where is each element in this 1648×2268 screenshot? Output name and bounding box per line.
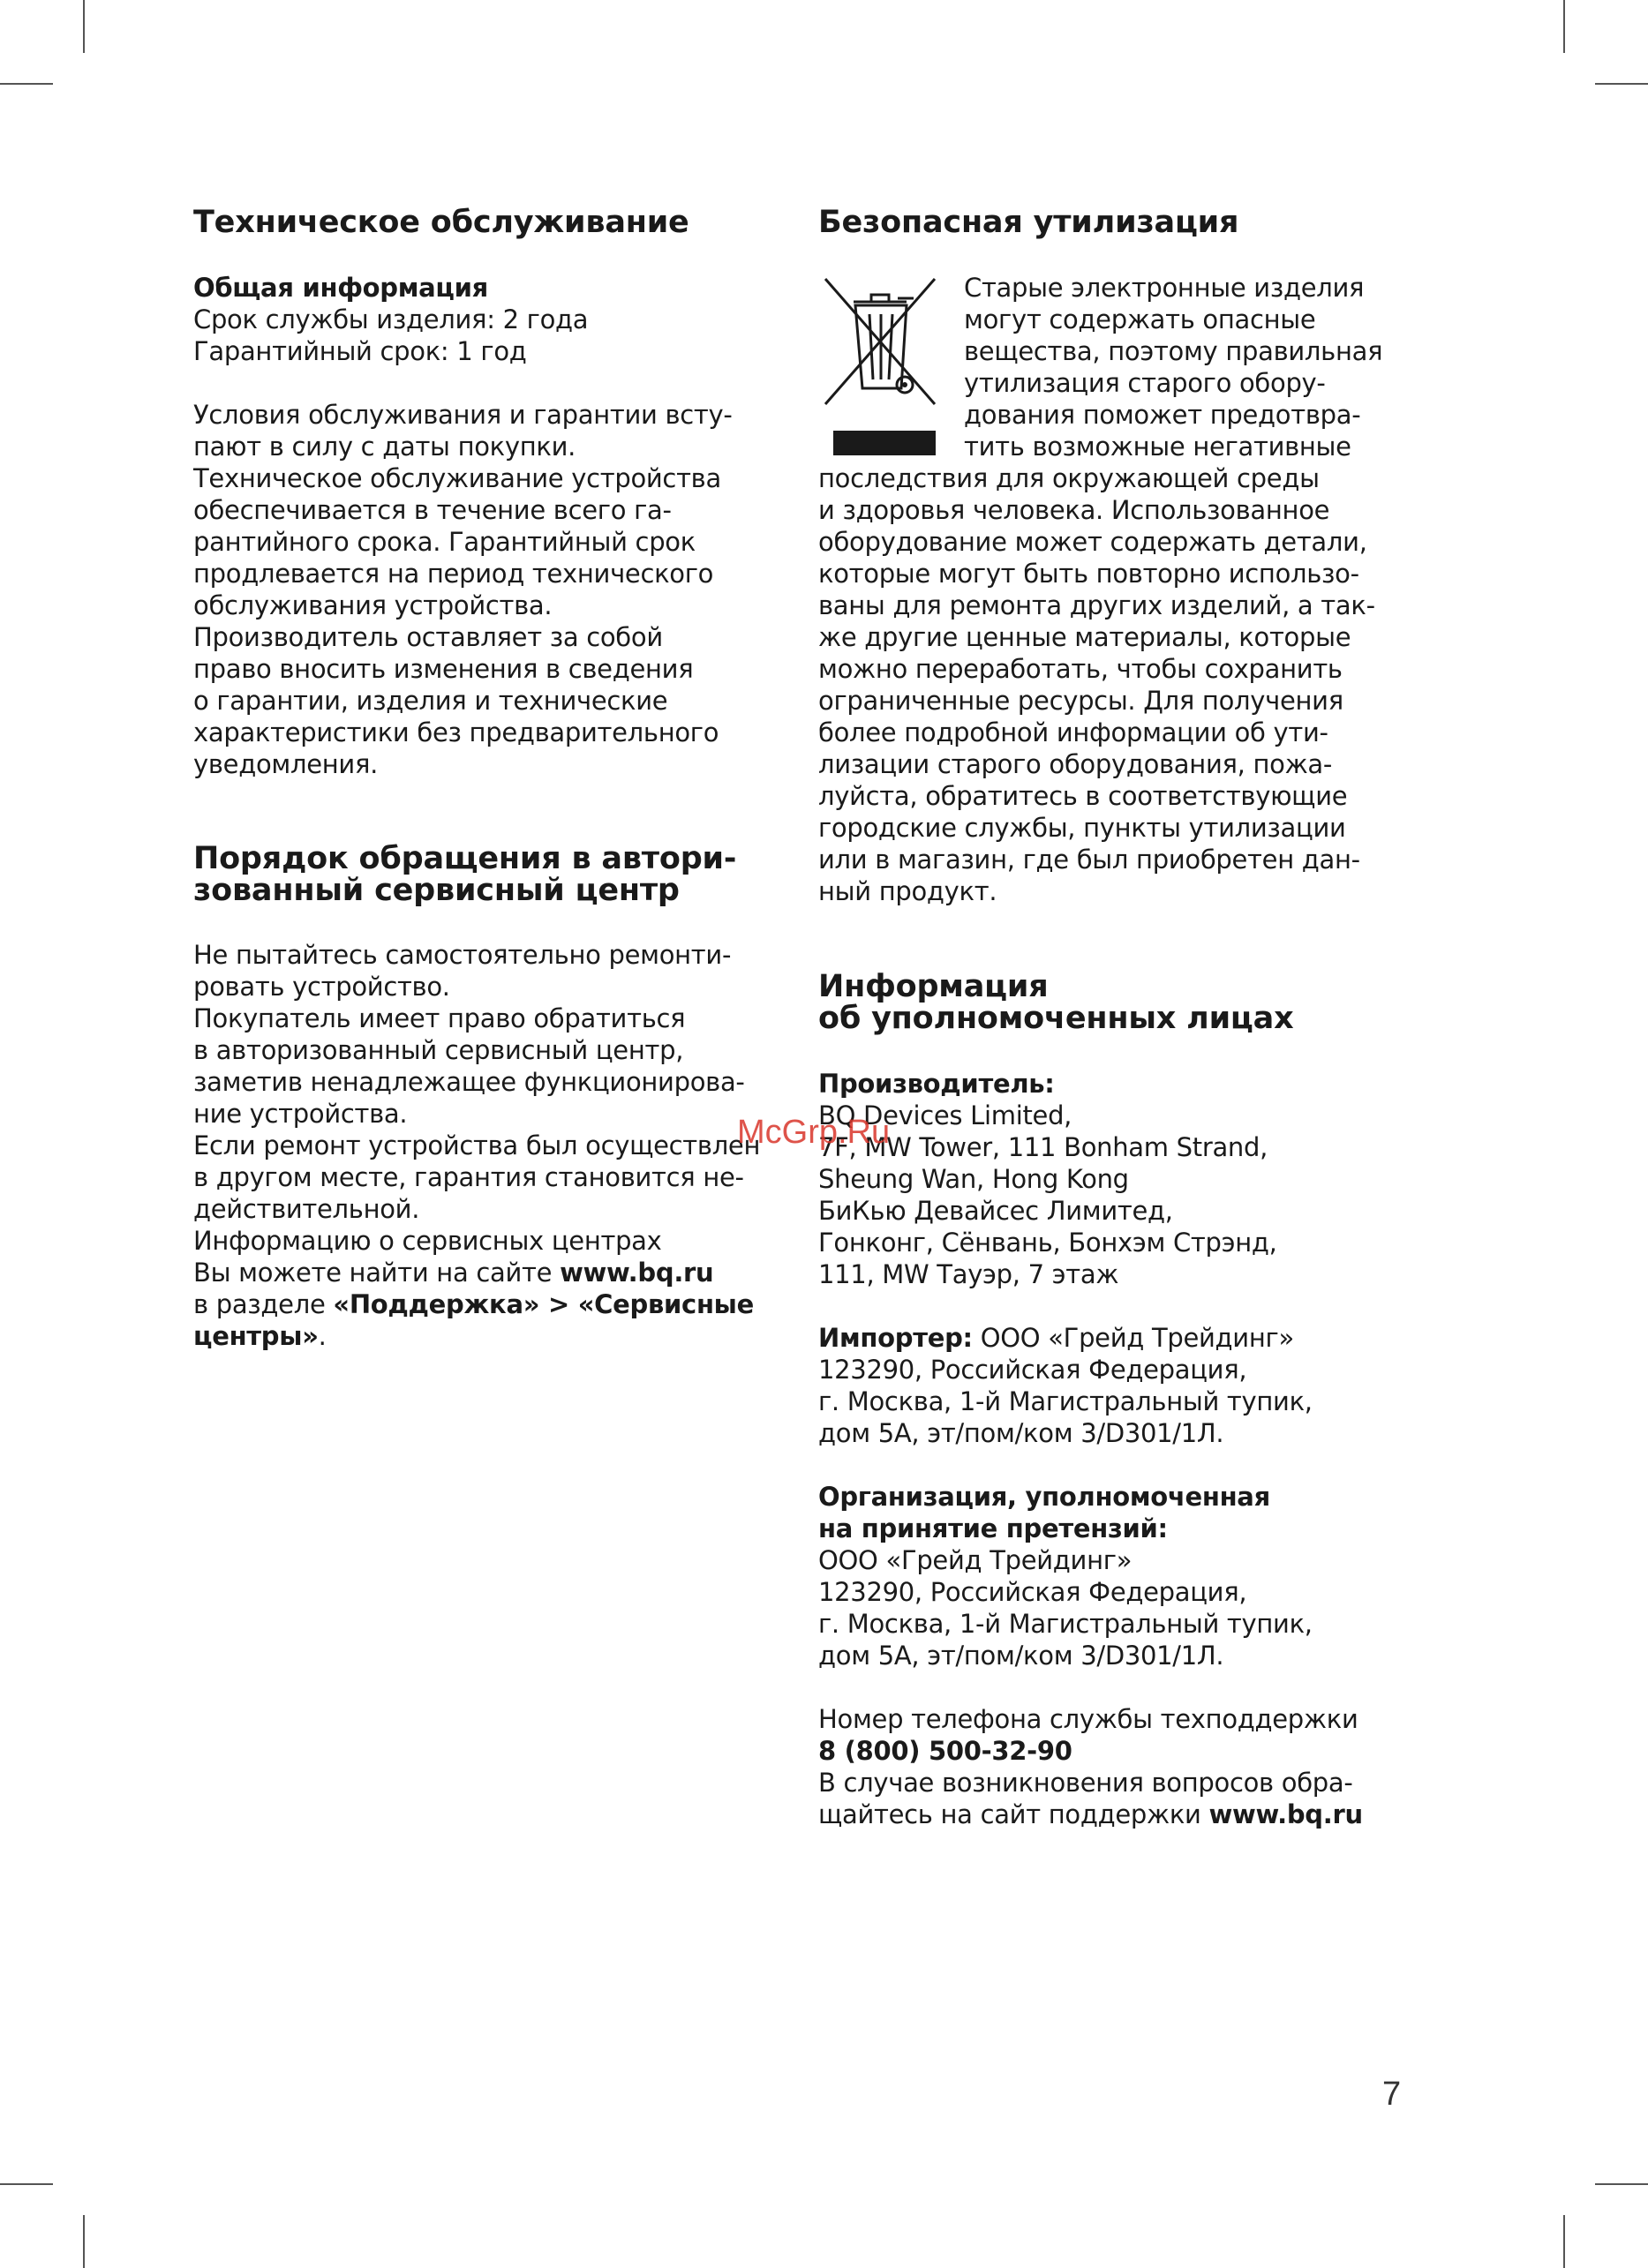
importer-address: 123290, Российская Федерация, г. Москва, 1-й Магистральный тупик, дом 5А, эт/пом/ком 3/D301/1Л. bbox=[818, 1355, 1313, 1448]
authorized-info-title-line1: Информация bbox=[818, 969, 1049, 1004]
service-section-end: . bbox=[318, 1321, 327, 1351]
service-site-line bbox=[193, 1257, 713, 1288]
support-prefix: щайтесь на сайт поддержки bbox=[818, 1799, 1209, 1829]
crop-mark bbox=[1595, 2183, 1648, 2185]
importer-line bbox=[818, 1322, 1294, 1354]
service-life-text: Срок службы изделия: 2 года Гарантийный срок: 1 год bbox=[193, 304, 589, 366]
service-center-title-line2: зованный сервисный центр bbox=[193, 873, 680, 908]
service-section-line2 bbox=[193, 1320, 327, 1352]
service-section-path-1: «Поддержка» > «Сервисные bbox=[333, 1289, 754, 1319]
service-center-title-line1: Порядок обращения в автори- bbox=[193, 841, 737, 876]
warranty-conditions-text: Условия обслуживания и гарантии всту- пают в силу с даты покупки. Техническое обслуживание устройства обеспечивается в течение всего га- рантийного срока. Гарантийный срок продлевается на период технического обслуживания устройства. Производитель оставляет за собой право вносить изменения в сведения о гарантии, изделия и технические характеристики без предварительного уведомления. bbox=[193, 400, 733, 779]
service-site-link[interactable]: www.bq.ru bbox=[560, 1258, 714, 1288]
crop-mark bbox=[1563, 0, 1565, 53]
disposal-text: последствия для окружающей среды и здоровья человека. Использованное оборудование может содержать детали, которые могут быть повторно использо- ваны для ремонта других изделий, а так- же другие ценные материалы, которые можно переработать, чтобы сохранить ограниченные ресурсы. Для получения более подробной информации об ути- лизации старого оборудования, пожа- луйста, обратитесь в соответствующие городские службы, пункты утилизации или в магазин, где был приобретен дан- ный продукт. bbox=[818, 463, 1375, 906]
org-label-line1: Организация, уполномоченная bbox=[818, 1482, 1270, 1512]
crop-mark bbox=[83, 0, 85, 53]
authorized-info-title-line2: об уполномоченных лицах bbox=[818, 1001, 1294, 1036]
disposal-title: Безопасная утилизация bbox=[818, 205, 1239, 240]
importer-label: Импортер: bbox=[818, 1323, 973, 1353]
support-line1: В случае возникновения вопросов обра- bbox=[818, 1768, 1353, 1798]
support-phone: 8 (800) 500-32-90 bbox=[818, 1736, 1072, 1766]
org-label-line2: на принятие претензий: bbox=[818, 1513, 1168, 1543]
importer-name: ООО «Грейд Трейдинг» bbox=[972, 1323, 1294, 1353]
watermark: McGrp.Ru bbox=[737, 1114, 891, 1151]
general-info-heading: Общая информация bbox=[193, 273, 488, 303]
manufacturer-label: Производитель: bbox=[818, 1069, 1055, 1099]
support-line2 bbox=[818, 1799, 1363, 1830]
service-section-path-2: центры» bbox=[193, 1321, 319, 1351]
crop-mark bbox=[1563, 2215, 1565, 2268]
manufacturer-text: BQ Devices Limited, 7F, MW Tower, 111 Bonham Strand, Sheung Wan, Hong Kong БиКью Девайсес Лимитед, Гонконг, Сёнвань, Бонхэм Стрэнд, 111, MW Тауэр, 7 этаж bbox=[818, 1100, 1277, 1289]
org-text: ООО «Грейд Трейдинг» 123290, Российская Федерация, г. Москва, 1-й Магистральный тупик, дом 5А, эт/пом/ком 3/D301/1Л. bbox=[818, 1545, 1313, 1671]
service-center-text: Не пытайтесь самостоятельно ремонти- ровать устройство. Покупатель имеет право обратиться в авторизованный сервисный центр, заметив ненадлежащее функционирова- ние устройства. Если ремонт устройства был осуществлен в другом месте, гарантия становится не- действительной. Информацию о сервисных центрах bbox=[193, 940, 761, 1256]
page-number: 7 bbox=[1382, 2076, 1402, 2113]
service-section-line bbox=[193, 1288, 754, 1320]
phone-label: Номер телефона службы техподдержки bbox=[818, 1704, 1358, 1734]
crop-mark bbox=[83, 2215, 85, 2268]
crop-mark bbox=[0, 2183, 53, 2185]
service-section-prefix: в разделе bbox=[193, 1289, 334, 1319]
service-site-prefix: Вы можете найти на сайте bbox=[193, 1258, 561, 1288]
disposal-wrapped-text: Старые электронные изделия могут содержать опасные вещества, поэтому правильная утилизация старого обору- дования поможет предотвра- тить возможные негативные bbox=[964, 273, 1383, 462]
maintenance-title: Техническое обслуживание bbox=[193, 205, 689, 240]
crop-mark bbox=[1595, 83, 1648, 85]
crop-mark bbox=[0, 83, 53, 85]
support-site-link[interactable]: www.bq.ru bbox=[1208, 1799, 1363, 1829]
weee-crossed-bin-icon bbox=[818, 275, 942, 461]
